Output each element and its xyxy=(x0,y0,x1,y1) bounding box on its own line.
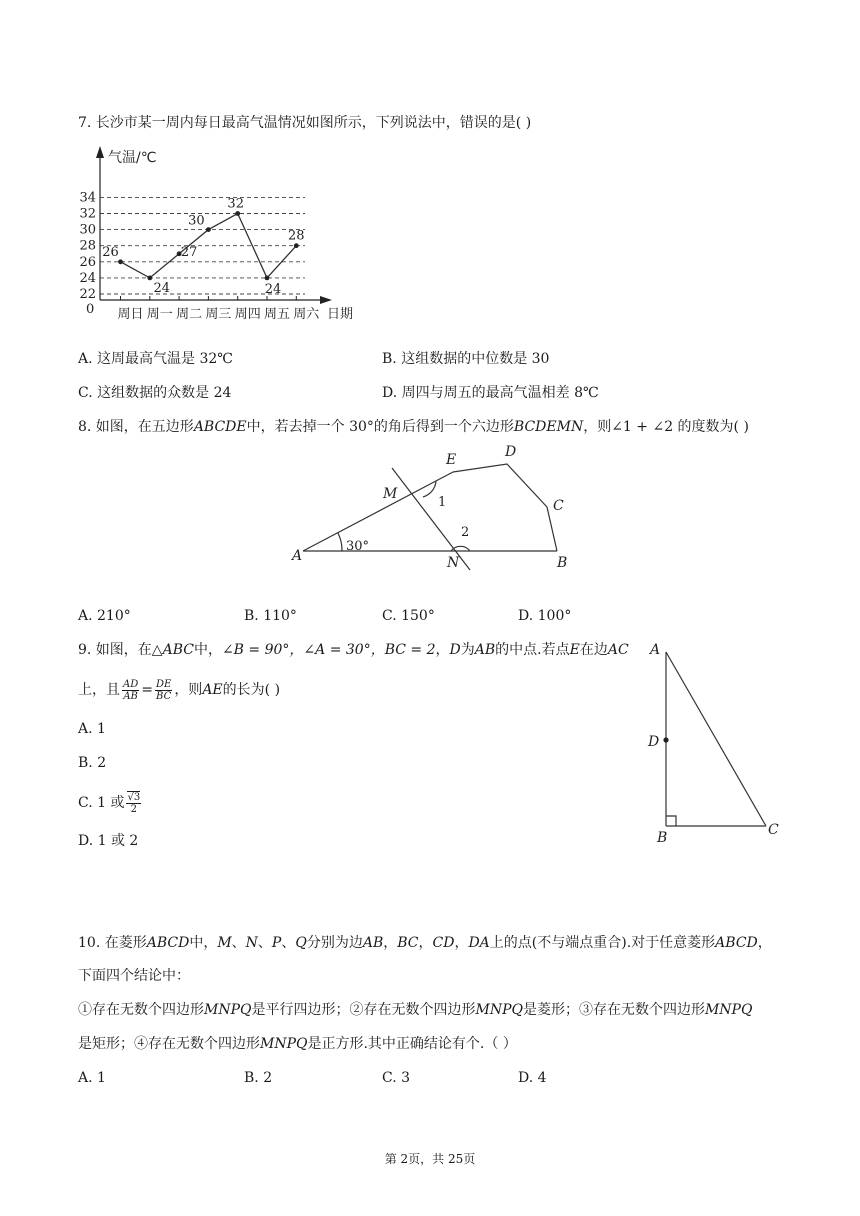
q7-y-tick-label: 30 xyxy=(79,222,96,238)
q10-stem-line4: 是矩形；④存在无数个四边形MNPQ是正方形.其中正确结论有个.（ ） xyxy=(78,1036,517,1052)
q7-origin-label: 0 xyxy=(86,302,95,317)
q9-option-c[interactable]: C. 1 或 $\frac{√3}{2}$ xyxy=(78,791,141,815)
q9-fraction-sqrt3-2: $\frac{√3}{2}$ xyxy=(127,791,141,815)
q8-label-angle2: 2 xyxy=(461,525,470,540)
q10-stem-line3: ①存在无数个四边形MNPQ是平行四边形；②存在无数个四边形MNPQ是菱形；③存在无数个四边形MNPQ xyxy=(78,1002,753,1018)
q9-stem-line2: 上，且 $\frac{AD}{AB}$ = $\frac{DE}{BC}$ ，则AE的长为( ) xyxy=(78,678,281,702)
q10-option-a[interactable]: A. 1 xyxy=(78,1070,106,1086)
q7-x-tick-label: 周六 xyxy=(293,307,320,322)
q7-data-point xyxy=(118,259,123,264)
q7-data-label: 32 xyxy=(227,196,244,212)
q9-label-c: C xyxy=(768,822,779,838)
q9-label-b: B xyxy=(657,830,668,846)
q9-label-a: A xyxy=(650,642,661,658)
q8-label-m: M xyxy=(383,486,398,502)
q7-option-b[interactable]: B. 这组数据的中位数是 30 xyxy=(382,351,550,367)
q7-data-label: 24 xyxy=(264,281,282,297)
q7-option-a[interactable]: A. 这周最高气温是 32℃ xyxy=(78,351,233,367)
q8-option-b[interactable]: B. 110° xyxy=(244,608,297,624)
q8-stem: 8. 如图，在五边形ABCDE中，若去掉一个 30°的角后得到一个六边形BCDEMN，则∠1 + ∠2 的度数为( ) xyxy=(78,419,749,435)
q9-option-b[interactable]: B. 2 xyxy=(78,755,107,771)
q8-option-c[interactable]: C. 150° xyxy=(382,608,435,624)
q9-triangle-figure xyxy=(640,636,800,852)
q8-label-d: D xyxy=(505,444,517,460)
q7-data-label: 24 xyxy=(153,280,171,296)
q7-x-tick-label: 周二 xyxy=(176,307,203,322)
q7-y-tick-label: 34 xyxy=(79,190,96,206)
q7-data-point xyxy=(294,243,299,248)
q7-data-label: 30 xyxy=(188,213,205,229)
q7-stem: 7. 长沙市某一周内每日最高气温情况如图所示，下列说法中，错误的是( ) xyxy=(78,115,532,131)
q8-pentagon-figure xyxy=(280,440,600,580)
q10-option-d[interactable]: D. 4 xyxy=(518,1070,547,1086)
q7-x-tick-label: 周四 xyxy=(234,307,261,322)
q8-label-angle1: 1 xyxy=(438,495,447,510)
q7-data-point xyxy=(147,276,152,281)
q7-x-axis-label: 日期 xyxy=(327,307,354,322)
q7-y-tick-label: 24 xyxy=(79,270,96,286)
q7-y-tick-label: 22 xyxy=(79,287,96,302)
q8-angle-2-arc xyxy=(451,546,470,551)
q9-right-angle-mark xyxy=(666,816,676,826)
q8-segment-ae xyxy=(303,472,453,551)
q9-stem-line1: 9. 如图，在△ABC中，∠B = 90°，∠A = 30°，BC = 2，D为AB的中点.若点E在边AC xyxy=(78,642,629,658)
q7-x-axis-arrow xyxy=(320,296,332,304)
q7-data-point xyxy=(206,227,211,232)
q8-label-n: N xyxy=(447,555,460,571)
q7-y-tick-label: 26 xyxy=(79,254,96,270)
q9-point-d xyxy=(663,737,668,742)
q9-option-d[interactable]: D. 1 或 2 xyxy=(78,833,139,849)
q8-label-b: B xyxy=(557,555,568,571)
q7-data-point xyxy=(235,211,240,216)
q8-label-angle30: 30° xyxy=(346,539,370,554)
q8-label-e: E xyxy=(446,452,457,468)
q10-stem-line2: 下面四个结论中： xyxy=(78,968,190,984)
q10-option-b[interactable]: B. 2 xyxy=(244,1070,273,1086)
q7-x-tick-label: 周一 xyxy=(146,307,173,322)
q9-fraction-ad-ab: $\frac{AD}{AB}$ xyxy=(123,678,139,702)
q7-x-tick-label: 周三 xyxy=(205,307,232,322)
q7-x-tick-label: 周五 xyxy=(263,307,291,322)
q8-option-a[interactable]: A. 210° xyxy=(78,608,131,624)
q7-y-tick-label: 28 xyxy=(79,238,96,254)
q8-angle-30-arc xyxy=(338,533,342,551)
page-footer: 第 2页，共 25页 xyxy=(384,1152,476,1166)
q9-segment-ac xyxy=(666,652,766,826)
q8-label-c: C xyxy=(553,498,564,514)
q7-data-point xyxy=(265,276,270,281)
q7-data-label: 28 xyxy=(288,228,305,244)
q7-option-d[interactable]: D. 周四与周五的最高气温相差 8℃ xyxy=(382,385,599,401)
q7-y-axis-label: 气温/℃ xyxy=(108,150,157,166)
q7-y-tick-label: 32 xyxy=(79,206,96,222)
q9-fraction-de-bc: $\frac{DE}{BC}$ xyxy=(155,678,172,702)
q7-x-tick-label: 周日 xyxy=(117,307,144,322)
q10-option-c[interactable]: C. 3 xyxy=(382,1070,411,1086)
q8-angle-1-arc xyxy=(423,481,436,497)
q8-option-d[interactable]: D. 100° xyxy=(518,608,572,624)
q9-label-d: D xyxy=(648,734,660,750)
q7-data-label: 27 xyxy=(180,244,198,260)
q7-y-axis-arrow xyxy=(96,146,104,158)
q7-option-c[interactable]: C. 这组数据的众数是 24 xyxy=(78,385,232,401)
q7-line-chart xyxy=(70,140,370,340)
q10-stem-line1: 10. 在菱形ABCD中，M、N、P、Q分别为边AB，BC，CD，DA上的点(不与端点重合).对于任意菱形ABCD， xyxy=(78,935,772,951)
q8-label-a: A xyxy=(292,548,303,564)
q7-data-label: 26 xyxy=(102,244,119,260)
q9-option-a[interactable]: A. 1 xyxy=(78,721,106,737)
